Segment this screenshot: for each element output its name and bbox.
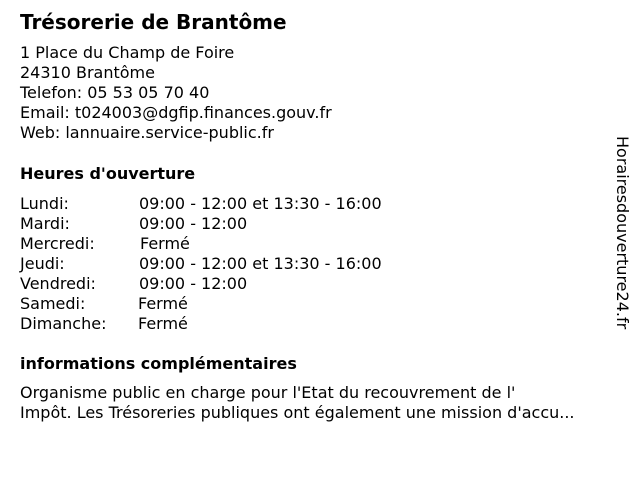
time-value: Fermé: [140, 234, 190, 253]
address-street: 1 Place du Champ de Foire: [20, 43, 235, 62]
time-value: Fermé: [138, 314, 188, 333]
hours-heading: Heures d'ouverture: [20, 164, 196, 183]
contact-block: [20, 43, 332, 143]
time-value: 09:00 - 12:00 et 13:30 - 16:00: [139, 194, 382, 213]
time-value: 09:00 - 12:00: [139, 214, 248, 233]
day-label: Samedi:: [20, 294, 86, 313]
day-label: Mercredi:: [20, 234, 95, 253]
day-label: Jeudi:: [20, 254, 65, 273]
time-value: Fermé: [138, 294, 188, 313]
phone-line: Telefon: 05 53 05 70 40: [20, 83, 210, 102]
time-value: 09:00 - 12:00: [139, 274, 248, 293]
web-line: Web: lannuaire.service-public.fr: [20, 123, 274, 142]
info-heading: informations complémentaires: [20, 354, 297, 373]
time-value: 09:00 - 12:00 et 13:30 - 16:00: [139, 254, 382, 273]
description-line: Organisme public en charge pour l'Etat du recouvrement de l': [20, 383, 516, 402]
place-title: Trésorerie de Brantôme: [20, 10, 287, 34]
day-label: Lundi:: [20, 194, 69, 213]
info-description: [20, 383, 630, 423]
address-city: 24310 Brantôme: [20, 63, 155, 82]
day-label: Mardi:: [20, 214, 70, 233]
email-line: Email: t024003@dgfip.finances.gouv.fr: [20, 103, 332, 122]
day-label: Dimanche:: [20, 314, 107, 333]
description-line: Impôt. Les Trésoreries publiques ont également une mission d'accu...: [20, 403, 575, 422]
brand-watermark: Horairesdouverture24.fr: [613, 136, 632, 330]
day-label: Vendredi:: [20, 274, 96, 293]
